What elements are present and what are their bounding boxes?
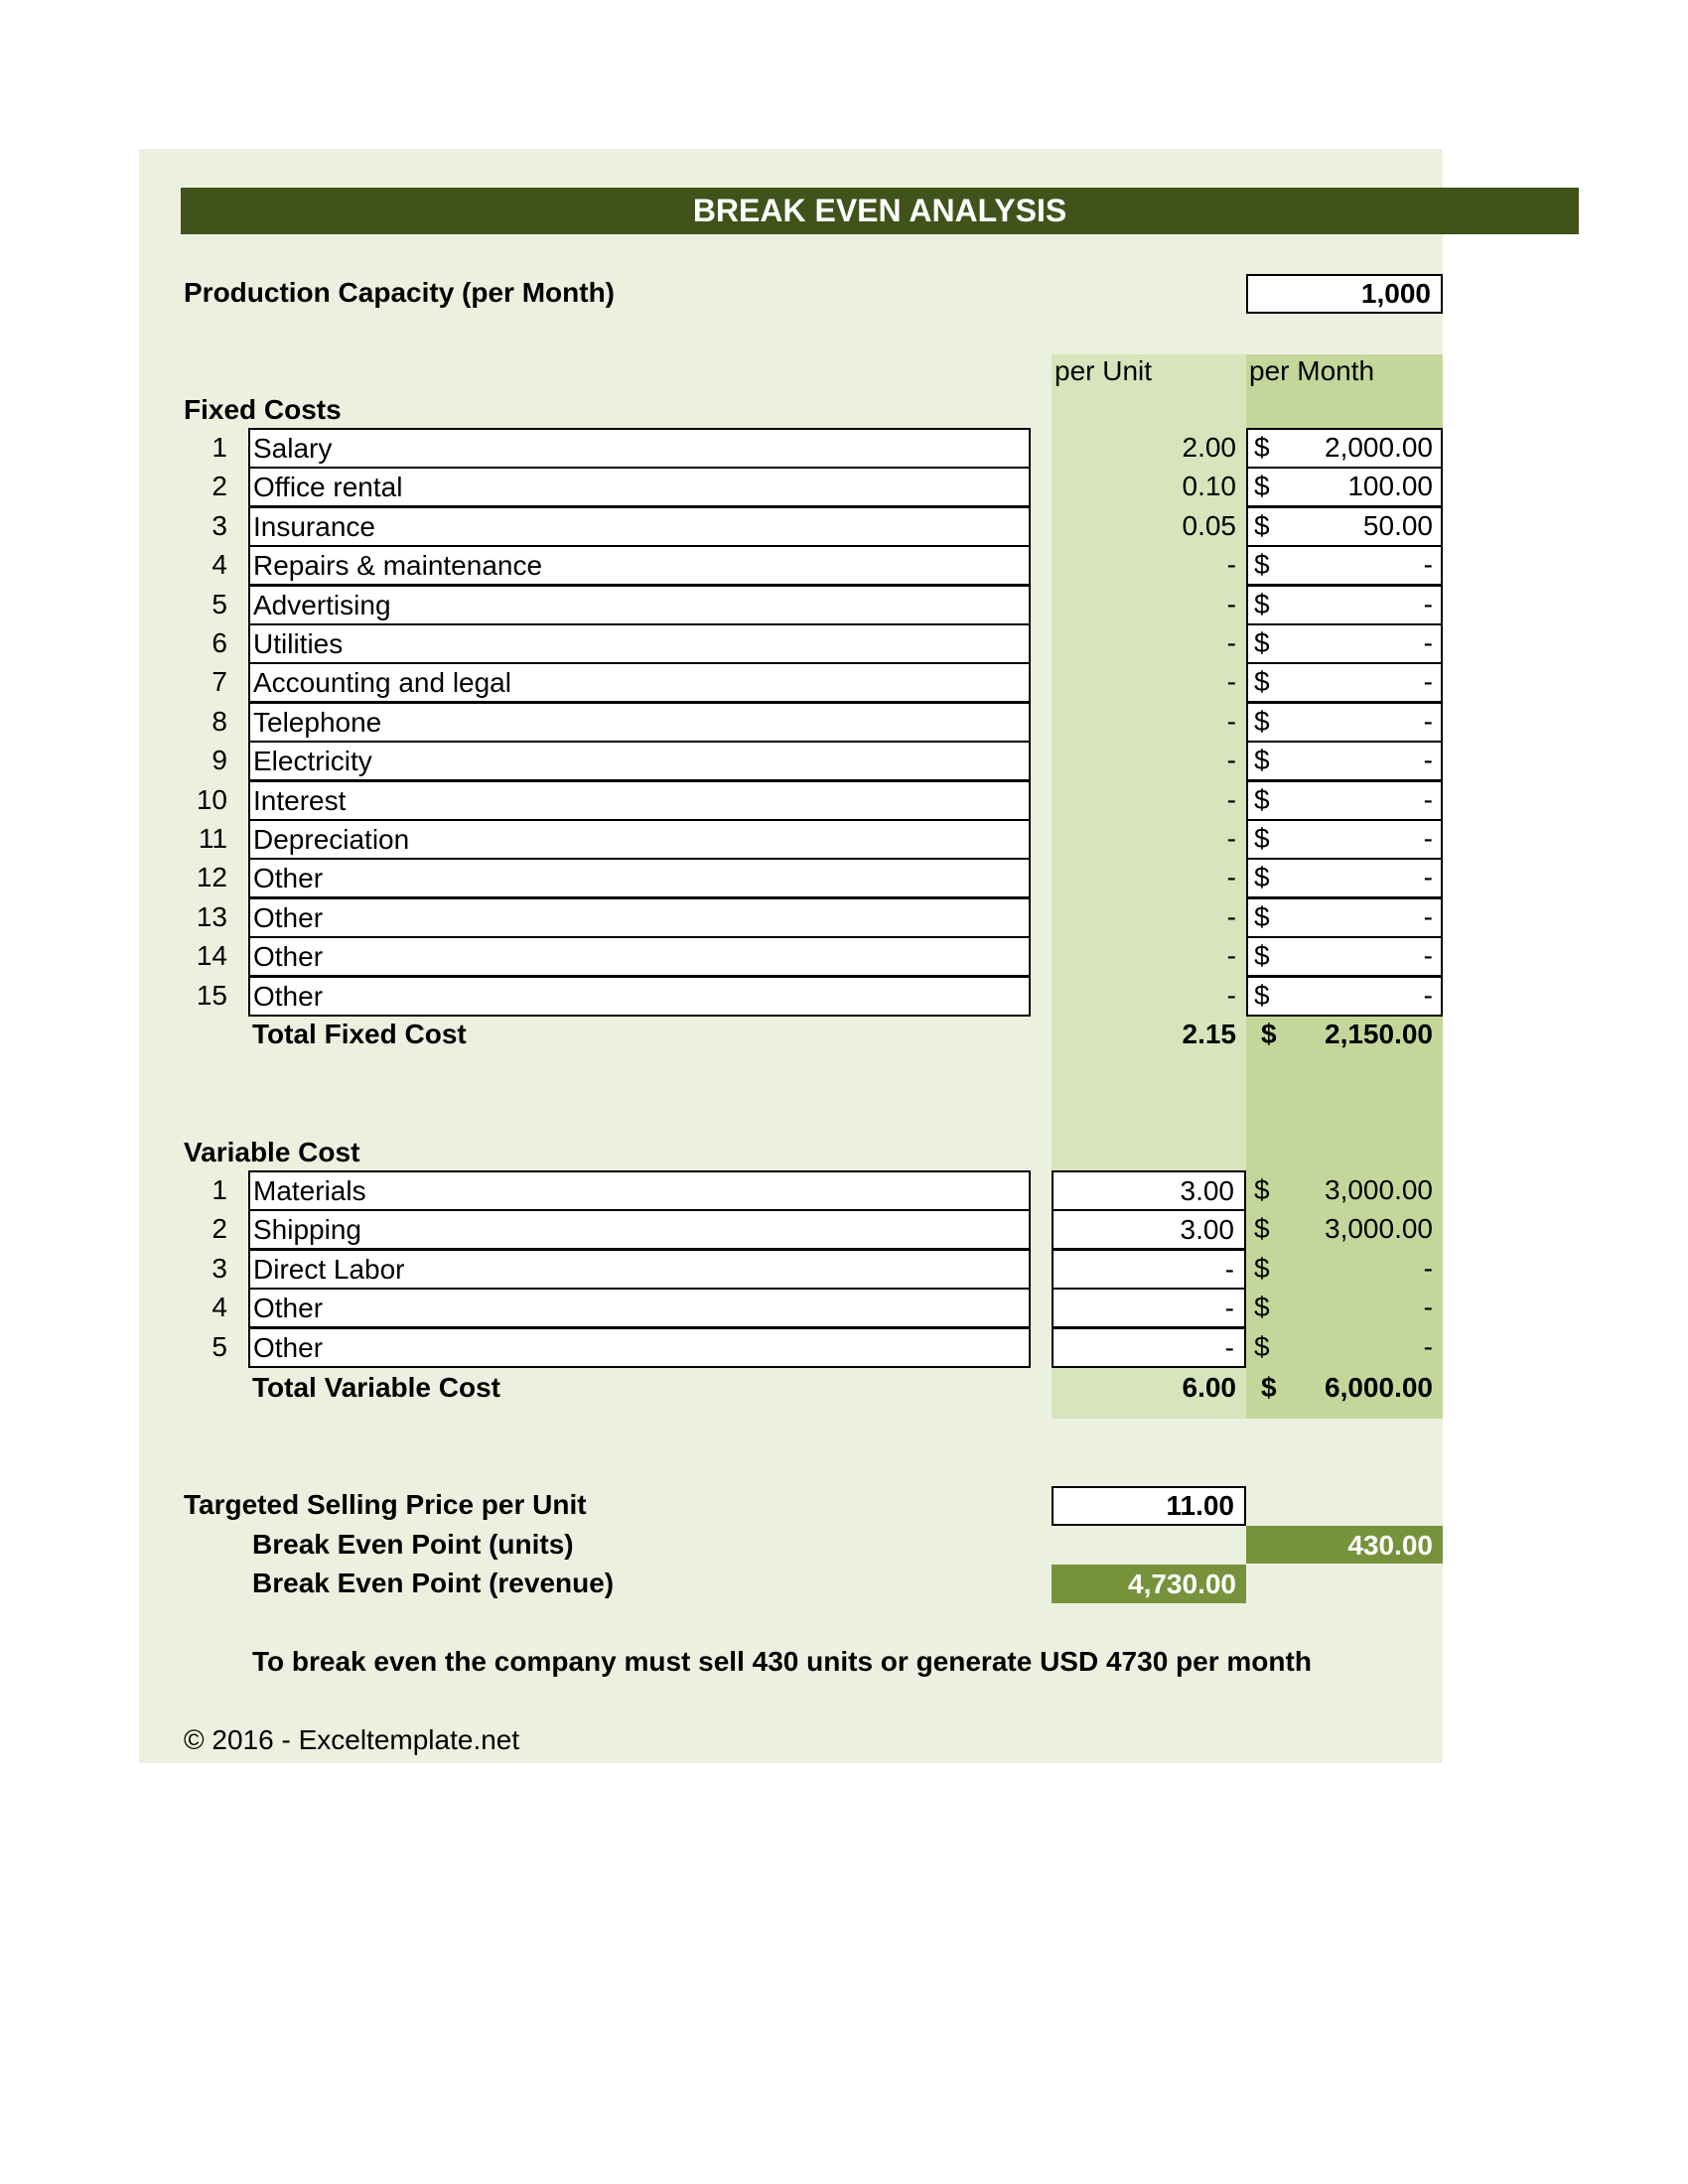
currency-symbol: $ bbox=[1254, 940, 1270, 971]
per-month-value: - bbox=[1423, 589, 1433, 619]
per-month-value: 3,000.00 bbox=[1325, 1174, 1433, 1205]
cost-item-name[interactable]: Other bbox=[248, 976, 1031, 1017]
cost-item-name[interactable]: Utilities bbox=[248, 623, 1031, 664]
currency-symbol: $ bbox=[1254, 1331, 1270, 1362]
cost-item-name[interactable]: Other bbox=[248, 897, 1031, 938]
page-title: BREAK EVEN ANALYSIS bbox=[181, 188, 1579, 234]
per-month-value: 50.00 bbox=[1362, 510, 1433, 541]
row-number: 13 bbox=[196, 901, 227, 932]
cost-item-name[interactable]: Direct Labor bbox=[248, 1249, 1031, 1290]
row-number: 7 bbox=[211, 666, 227, 697]
bep-units-value: 430.00 bbox=[1246, 1526, 1443, 1564]
currency-symbol: $ bbox=[1254, 1253, 1270, 1284]
cost-item-name[interactable]: Materials bbox=[248, 1170, 1031, 1211]
per-month-value: 3,000.00 bbox=[1325, 1213, 1433, 1244]
currency-symbol: $ bbox=[1254, 862, 1270, 892]
per-unit-value: - bbox=[1226, 706, 1236, 737]
variable-cost-heading: Variable Cost bbox=[184, 1137, 360, 1167]
per-month-value: - bbox=[1423, 1292, 1433, 1322]
currency-symbol: $ bbox=[1254, 706, 1270, 737]
currency-symbol: $ bbox=[1254, 901, 1270, 932]
row-number: 4 bbox=[211, 549, 227, 580]
per-month-value: - bbox=[1423, 666, 1433, 697]
cost-item-name[interactable]: Other bbox=[248, 936, 1031, 977]
per-unit-value: - bbox=[1226, 666, 1236, 697]
cost-item-name[interactable]: Salary bbox=[248, 428, 1031, 469]
row-number: 15 bbox=[196, 980, 227, 1011]
cost-item-name[interactable]: Other bbox=[248, 1327, 1031, 1368]
per-month-value: - bbox=[1423, 1331, 1433, 1362]
cost-item-name[interactable]: Other bbox=[248, 858, 1031, 898]
per-month-value: - bbox=[1423, 1253, 1433, 1284]
per-unit-input[interactable]: - bbox=[1052, 1288, 1246, 1328]
currency-symbol: $ bbox=[1254, 1213, 1270, 1244]
row-number: 14 bbox=[196, 940, 227, 971]
cost-item-name[interactable]: Insurance bbox=[248, 506, 1031, 547]
per-month-value: - bbox=[1423, 706, 1433, 737]
per-unit-input[interactable]: 3.00 bbox=[1052, 1170, 1246, 1211]
per-unit-value: 2.00 bbox=[1182, 432, 1236, 463]
per-unit-value: 0.05 bbox=[1182, 510, 1236, 541]
bep-revenue-value: 4,730.00 bbox=[1052, 1565, 1246, 1603]
per-unit-value: - bbox=[1226, 589, 1236, 619]
cost-item-name[interactable]: Office rental bbox=[248, 467, 1031, 507]
total-fixed-per-unit: 2.15 bbox=[1182, 1019, 1236, 1049]
per-month-value: - bbox=[1423, 784, 1433, 815]
total-variable-label: Total Variable Cost bbox=[252, 1372, 500, 1403]
row-number: 8 bbox=[211, 706, 227, 737]
row-number: 9 bbox=[211, 745, 227, 775]
total-variable-per-month: 6,000.00 bbox=[1325, 1372, 1433, 1403]
per-unit-value: - bbox=[1226, 549, 1236, 580]
fixed-costs-heading: Fixed Costs bbox=[184, 394, 342, 425]
cost-item-name[interactable]: Accounting and legal bbox=[248, 662, 1031, 703]
copyright-footer: © 2016 - Exceltemplate.net bbox=[184, 1724, 520, 1755]
total-fixed-currency: $ bbox=[1261, 1019, 1277, 1049]
per-unit-value: - bbox=[1226, 823, 1236, 854]
cost-item-name[interactable]: Advertising bbox=[248, 585, 1031, 625]
per-month-value: - bbox=[1423, 862, 1433, 892]
capacity-input[interactable]: 1,000 bbox=[1246, 274, 1443, 314]
per-month-value: - bbox=[1423, 901, 1433, 932]
cost-item-name[interactable]: Electricity bbox=[248, 741, 1031, 781]
row-number: 1 bbox=[211, 1174, 227, 1205]
currency-symbol: $ bbox=[1254, 1292, 1270, 1322]
row-number: 3 bbox=[211, 1253, 227, 1284]
row-number: 4 bbox=[211, 1292, 227, 1322]
per-unit-input[interactable]: - bbox=[1052, 1327, 1246, 1368]
bep-revenue-label: Break Even Point (revenue) bbox=[252, 1568, 615, 1598]
row-number: 11 bbox=[198, 823, 227, 854]
total-fixed-label: Total Fixed Cost bbox=[252, 1019, 467, 1049]
per-unit-input[interactable]: - bbox=[1052, 1249, 1246, 1290]
per-month-value: 100.00 bbox=[1347, 471, 1433, 501]
row-number: 6 bbox=[211, 627, 227, 658]
bep-units-label: Break Even Point (units) bbox=[252, 1529, 574, 1560]
cost-item-name[interactable]: Shipping bbox=[248, 1209, 1031, 1250]
cost-item-name[interactable]: Telephone bbox=[248, 702, 1031, 743]
row-number: 1 bbox=[211, 432, 227, 463]
row-number: 5 bbox=[211, 1331, 227, 1362]
per-unit-value: - bbox=[1226, 980, 1236, 1011]
currency-symbol: $ bbox=[1254, 627, 1270, 658]
per-month-value: - bbox=[1423, 980, 1433, 1011]
cost-item-name[interactable]: Repairs & maintenance bbox=[248, 545, 1031, 586]
per-month-value: - bbox=[1423, 549, 1433, 580]
per-unit-input[interactable]: 3.00 bbox=[1052, 1209, 1246, 1250]
currency-symbol: $ bbox=[1254, 745, 1270, 775]
cost-item-name[interactable]: Interest bbox=[248, 780, 1031, 821]
summary-text: To break even the company must sell 430 units or generate USD 4730 per month bbox=[252, 1646, 1312, 1677]
currency-symbol: $ bbox=[1254, 510, 1270, 541]
per-unit-value: - bbox=[1226, 901, 1236, 932]
total-variable-per-unit: 6.00 bbox=[1182, 1372, 1236, 1403]
selling-price-label: Targeted Selling Price per Unit bbox=[184, 1489, 587, 1520]
total-variable-currency: $ bbox=[1261, 1372, 1277, 1403]
per-unit-value: - bbox=[1226, 940, 1236, 971]
row-number: 2 bbox=[211, 1213, 227, 1244]
currency-symbol: $ bbox=[1254, 549, 1270, 580]
currency-symbol: $ bbox=[1254, 589, 1270, 619]
per-month-value: - bbox=[1423, 940, 1433, 971]
row-number: 12 bbox=[196, 862, 227, 892]
cost-item-name[interactable]: Other bbox=[248, 1288, 1031, 1328]
per-unit-value: 0.10 bbox=[1182, 471, 1236, 501]
currency-symbol: $ bbox=[1254, 1174, 1270, 1205]
per-unit-value: - bbox=[1226, 784, 1236, 815]
currency-symbol: $ bbox=[1254, 980, 1270, 1011]
per-month-value: 2,000.00 bbox=[1325, 432, 1433, 463]
currency-symbol: $ bbox=[1254, 432, 1270, 463]
row-number: 3 bbox=[211, 510, 227, 541]
per-month-value: - bbox=[1423, 823, 1433, 854]
selling-price-input[interactable]: 11.00 bbox=[1052, 1486, 1246, 1526]
row-number: 2 bbox=[211, 471, 227, 501]
currency-symbol: $ bbox=[1254, 666, 1270, 697]
per-unit-header: per Unit bbox=[1055, 355, 1153, 386]
per-month-header: per Month bbox=[1249, 355, 1375, 386]
per-month-value: - bbox=[1423, 627, 1433, 658]
total-fixed-per-month: 2,150.00 bbox=[1325, 1019, 1433, 1049]
row-number: 5 bbox=[211, 589, 227, 619]
per-unit-value: - bbox=[1226, 745, 1236, 775]
per-unit-value: - bbox=[1226, 627, 1236, 658]
per-month-value: - bbox=[1423, 745, 1433, 775]
per-unit-value: - bbox=[1226, 862, 1236, 892]
currency-symbol: $ bbox=[1254, 823, 1270, 854]
currency-symbol: $ bbox=[1254, 784, 1270, 815]
row-number: 10 bbox=[196, 784, 227, 815]
currency-symbol: $ bbox=[1254, 471, 1270, 501]
cost-item-name[interactable]: Depreciation bbox=[248, 819, 1031, 860]
capacity-label: Production Capacity (per Month) bbox=[184, 277, 615, 308]
